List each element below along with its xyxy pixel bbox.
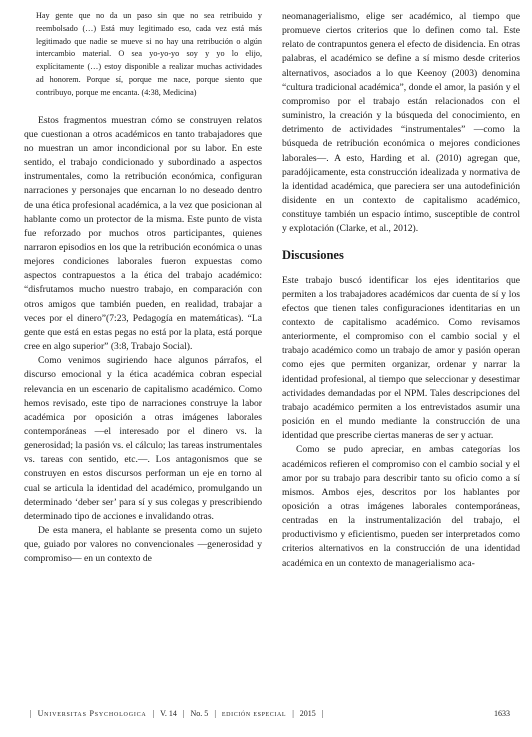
paragraph-continued: neomanagerialismo, elige ser académico, al tiempo que promueve ciertos criterios que lo definen como tal. Este relato de contrapuntos genera el efecto de disidencia. En otras palabras, el académico se define a sí mismo desde criterios alternativos, asociados a lo que Keenoy (2003) denomina “cultura tradicional académica”, donde el amor, la pasión y el compromiso por el trabajo están relacionados con el suministro, la creación y la búsqueda del conocimiento, en detrimento de actividades “instrumentales” —como la búsqueda de retribución económica o mejores condiciones laborales—. A esto, Harding et al. (2010) agregan que, paradójicamente, esta construcción idealizada y normativa de la identidad académica, que pareciera ser una autodefinición disidente en un contexto de capitalismo académico, constituye también un espacio íntimo, susceptible de control y explotación (Clarke, et al., 2012).	[282, 11, 520, 235]
left-column	[24, 10, 262, 567]
edition-label: edición especial	[221, 709, 287, 718]
paragraph: Como venimos sugiriendo hace algunos párrafos, el discurso emocional y la ética académica cobran especial relevancia en un escenario de capitalismo académico. Como hemos revisado, este tipo de narraciones construye la labor académica por oposición a otras imágenes laborales contemporáneas —el interesado por el dinero vs. la generosidad; la pasión vs. el cálculo; las tareas instrumentales vs. tareas con sentido, etc.—. Los antagonismos que se construyen en estos discursos performan un eje en torno al cual se articula la identidad del académico, promulgando un determinado ‘deber ser’ para sí y sus colegas y prescribiendo determinado tipo de acciones e invalidando otras.	[24, 355, 262, 522]
page-footer	[24, 709, 510, 718]
footer-divider: |	[214, 709, 216, 718]
footer-divider: |	[152, 709, 155, 718]
paragraph: Como se pudo apreciar, en ambas categorías los académicos refieren el compromiso con el cambio social y el amor por su trabajo para describir tanto su oficio como a sí mismos. Ambos ejes, descritos por los hablantes por oposición a otras imágenes laborales contemporáneas, centradas en la instrumentalización del trabajo, el productivismo y eficientismo, pueden ser interpretados como criterios alternativos en la construcción de una identidad académica en un contexto de managerialismo aca-	[282, 444, 520, 569]
section-heading: Discusiones	[282, 247, 344, 262]
paragraph: Este trabajo buscó identificar los ejes identitarios que permiten a los trabajadores académicos dar cuenta de sí y los efectos que tienen tales configuraciones identitarias en un contexto de capitalismo académico. Como revisamos anteriormente, el compromiso con el cambio social y el trabajo académico como un trabajo de amor y pasión operan como ejes que permiten organizar, ordenar y narrar la identidad profesional, al tiempo que seleccionar y desestimar actividades demandadas por el NPM. Tales descripciones del trabajo académico permiten a los entrevistados asumir una posición en el mundo mediante la construcción de una identidad que prescribe ciertas maneras de ser y actuar.	[282, 274, 520, 442]
footer-divider: |	[182, 709, 185, 718]
paragraph: Estos fragmentos muestran cómo se construyen relatos que cuestionan a otros académicos en tanto trabajadores que no muestran un amor incondicional por su labor. En este sentido, el trabajo condicionado y subordinado a aspectos instrumentales, como la retribución económica, configuran narraciones y personajes que encarnan lo no deseado dentro de una ética profesional académica, a la vez que posicionan al hablante como un protector de la misma. Este punto de vista fue reforzado por muchos otros participantes, quienes narraron episodios en los que la retribución económica o unas mejores condiciones laborales fueron expuestas como aspectos contrapuestos a la ética del trabajo académico: “disfrutamos mucho nuestro trabajo, en comparación con otros amigos que también pueden, en realidad, trabajar a veces por el dinero”(7:23, Pedagogía en matemáticas). “La gente que está en estas pegas no está por la plata, está porque cree en algo superior” (3:8, Trabajo Social).	[24, 114, 262, 353]
page-number: 1633	[494, 709, 510, 718]
issue-number: No. 5	[190, 709, 209, 718]
block-quote: Hay gente que no da un paso sin que no sea retribuido y reembolsado (…) Está muy legitimado eso, cada vez está más legitimado que nadie se mueve si no hay una retribución o algún intercambio material. O sea yo-yo-yo soy y yo lo elijo, explícitamente (…) estoy disponible a realizar muchas actividades ad honorem. Porque sí, porque me nace, porque siento que contribuyo, porque me encanta. (4:38, Medicina)	[36, 11, 262, 97]
year: 2015	[299, 709, 316, 718]
footer-divider: |	[292, 709, 294, 718]
right-column	[282, 10, 520, 571]
paragraph: De esta manera, el hablante se presenta como un sujeto que, guiado por valores no convencionales —generosidad y compromiso— en un contexto de	[24, 525, 262, 565]
footer-divider: |	[321, 709, 324, 718]
journal-name: Universitas Psychologica	[37, 709, 147, 718]
footer-divider: |	[30, 709, 32, 718]
volume: V. 14	[160, 709, 177, 718]
